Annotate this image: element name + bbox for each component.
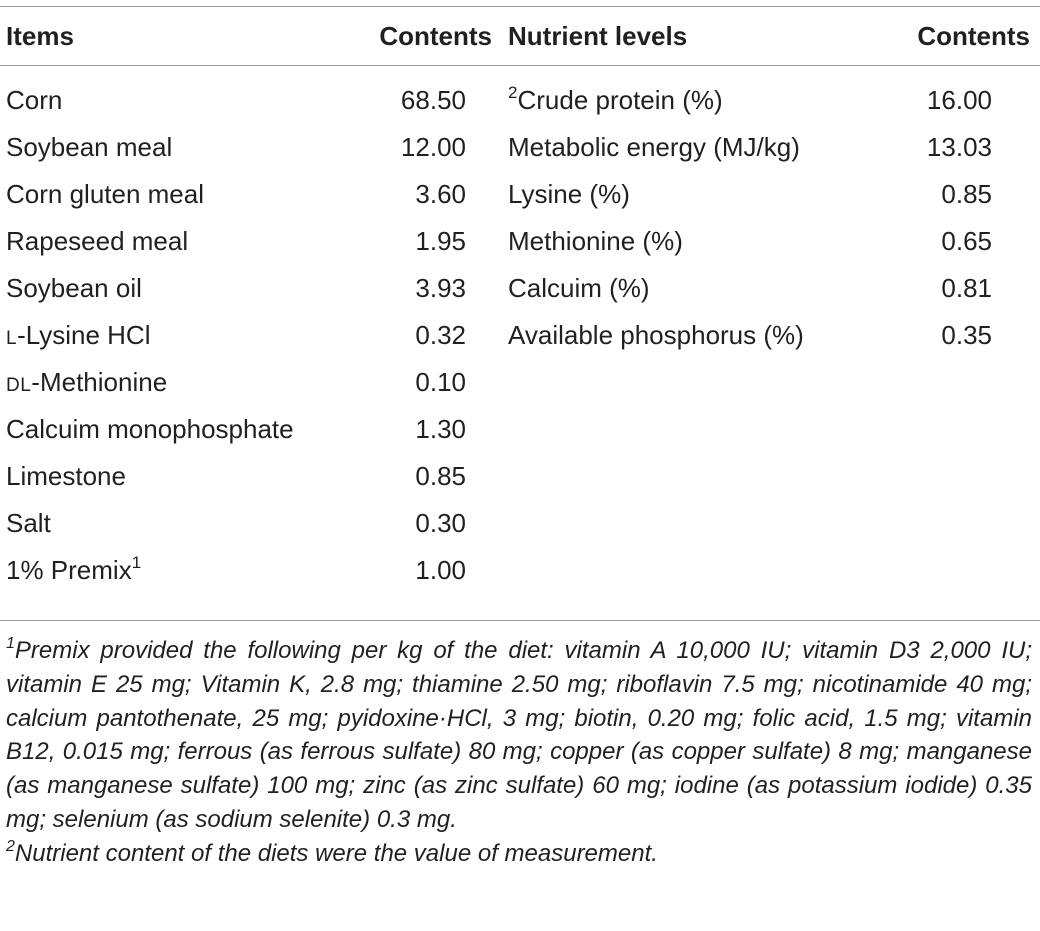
bottom-rule (0, 620, 1040, 621)
item-name: -Lysine HCl (17, 320, 151, 350)
table-row (0, 171, 1040, 218)
footnote-text: Nutrient content of the diets were the value of measurement. (14, 839, 658, 867)
footnote-marker: 2 (508, 83, 518, 102)
item-value: 3.93 (415, 273, 466, 303)
item-name: Calcuim monophosphate (6, 414, 294, 444)
item-value: 0.85 (415, 461, 466, 491)
table-row (0, 406, 1040, 453)
table-row (0, 65, 1040, 124)
table-row (0, 547, 1040, 594)
footnote-marker: 2 (6, 837, 15, 855)
footnote-text: Premix provided the following per kg of the diet: vitamin A 10,000 IU; vitamin D3 2,000 IU; vitamin E 25 mg; Vitamin K, 2.8 mg; thiamine 2.50 mg; riboflavin 7.5 mg; nicotinamide 40 mg; calcium pantothenate, 25 mg; pyidoxine·HCl, 3 mg; biotin, 0.20 mg; folic acid, 1.5 mg; vitamin B12, 0.015 mg; ferrous (as ferrous sulfate) 80 mg; copper (as copper sulfate) 8 mg; manganese (as manganese sulfate) 100 mg; zinc (as zinc sulfate) 60 mg; iodine (as potassium iodide) 0.35 mg; selenium (as sodium selenite) 0.3 mg. (6, 637, 1032, 833)
item-name: Corn (6, 85, 63, 115)
nutrient-name: Available phosphorus (%) (508, 320, 804, 350)
table-row (0, 124, 1040, 171)
nutrient-name: Lysine (%) (508, 179, 630, 209)
header-row (0, 7, 1040, 65)
nutrient-name: Metabolic energy (MJ/kg) (508, 132, 800, 162)
header-items: Items (6, 20, 74, 51)
item-name: Soybean meal (6, 132, 173, 162)
item-value: 0.32 (415, 320, 466, 350)
table-row (0, 500, 1040, 547)
table-row (0, 218, 1040, 265)
item-name: Rapeseed meal (6, 226, 189, 256)
nutrient-value: 0.35 (941, 320, 992, 350)
item-name: -Methionine (31, 367, 168, 397)
item-value: 68.50 (400, 85, 466, 115)
item-value: 12.00 (400, 132, 466, 162)
table-row (0, 359, 1040, 406)
table-row (0, 312, 1040, 359)
item-name: Salt (6, 508, 51, 538)
item-value: 3.60 (415, 179, 466, 209)
header-contents-left: Contents (379, 20, 492, 51)
item-value: 1.95 (415, 226, 466, 256)
nutrient-value: 0.65 (941, 226, 992, 256)
nutrient-value: 0.85 (941, 179, 992, 209)
nutrient-name: Crude protein (%) (517, 85, 723, 115)
item-value: 0.30 (415, 508, 466, 538)
item-name: 1% Premix (6, 555, 132, 585)
item-value: 1.30 (415, 414, 466, 444)
table-row (0, 265, 1040, 312)
table-footnotes (6, 634, 1032, 871)
footnote-2 (6, 837, 1032, 871)
item-name: Corn gluten meal (6, 179, 204, 209)
diet-table (0, 7, 1040, 594)
item-prefix-smallcaps: DL (6, 375, 32, 396)
item-name: Limestone (6, 461, 126, 491)
footnote-marker: 1 (131, 553, 142, 572)
table-row (0, 453, 1040, 500)
nutrient-name: Calcuim (%) (508, 273, 650, 303)
footnote-marker: 1 (6, 635, 15, 652)
item-value: 1.00 (415, 555, 466, 585)
item-value: 0.10 (415, 367, 466, 397)
item-name: Soybean oil (6, 273, 142, 303)
nutrient-name: Methionine (%) (508, 226, 683, 256)
nutrient-value: 16.00 (926, 85, 992, 115)
nutrient-value: 0.81 (941, 273, 992, 303)
item-prefix-smallcaps: L (6, 328, 18, 349)
footnote-1 (6, 634, 1032, 837)
header-contents-right: Contents (917, 20, 1030, 51)
header-nutrient-levels: Nutrient levels (508, 20, 688, 51)
nutrient-value: 13.03 (926, 132, 992, 162)
